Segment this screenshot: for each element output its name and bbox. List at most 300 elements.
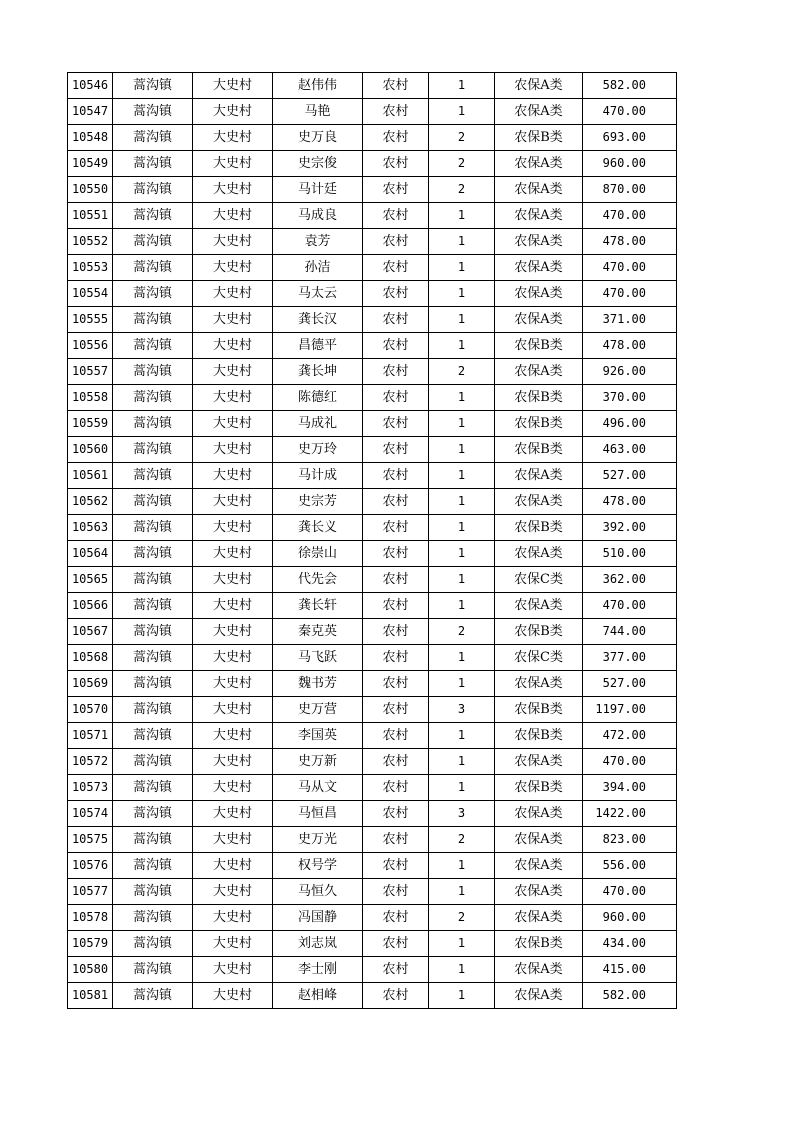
table-row xyxy=(68,983,677,1009)
type-cell: 农村 xyxy=(363,931,429,957)
township-cell: 蒿沟镇 xyxy=(113,671,193,697)
township-cell: 蒿沟镇 xyxy=(113,307,193,333)
amount-cell: 496.00 xyxy=(583,411,677,437)
household-size-cell: 2 xyxy=(429,151,495,177)
village-cell: 大史村 xyxy=(193,931,273,957)
township-cell: 蒿沟镇 xyxy=(113,359,193,385)
category-cell: 农保A类 xyxy=(495,99,583,125)
table-row xyxy=(68,229,677,255)
category-cell: 农保B类 xyxy=(495,723,583,749)
type-cell: 农村 xyxy=(363,229,429,255)
village-cell: 大史村 xyxy=(193,723,273,749)
serial-number-cell: 10562 xyxy=(68,489,113,515)
type-cell: 农村 xyxy=(363,619,429,645)
table-row xyxy=(68,723,677,749)
name-cell: 史宗俊 xyxy=(273,151,363,177)
name-cell: 马恒昌 xyxy=(273,801,363,827)
name-cell: 权号学 xyxy=(273,853,363,879)
township-cell: 蒿沟镇 xyxy=(113,775,193,801)
township-cell: 蒿沟镇 xyxy=(113,983,193,1009)
township-cell: 蒿沟镇 xyxy=(113,125,193,151)
household-size-cell: 3 xyxy=(429,697,495,723)
household-size-cell: 1 xyxy=(429,879,495,905)
village-cell: 大史村 xyxy=(193,775,273,801)
category-cell: 农保A类 xyxy=(495,203,583,229)
subsidy-table xyxy=(67,72,677,1009)
household-size-cell: 1 xyxy=(429,931,495,957)
village-cell: 大史村 xyxy=(193,281,273,307)
table-row xyxy=(68,541,677,567)
village-cell: 大史村 xyxy=(193,73,273,99)
serial-number-cell: 10547 xyxy=(68,99,113,125)
amount-cell: 470.00 xyxy=(583,879,677,905)
village-cell: 大史村 xyxy=(193,151,273,177)
name-cell: 李国英 xyxy=(273,723,363,749)
table-row xyxy=(68,203,677,229)
type-cell: 农村 xyxy=(363,593,429,619)
name-cell: 陈德红 xyxy=(273,385,363,411)
serial-number-cell: 10548 xyxy=(68,125,113,151)
amount-cell: 1422.00 xyxy=(583,801,677,827)
amount-cell: 870.00 xyxy=(583,177,677,203)
township-cell: 蒿沟镇 xyxy=(113,697,193,723)
serial-number-cell: 10555 xyxy=(68,307,113,333)
name-cell: 史宗芳 xyxy=(273,489,363,515)
serial-number-cell: 10573 xyxy=(68,775,113,801)
amount-cell: 478.00 xyxy=(583,333,677,359)
township-cell: 蒿沟镇 xyxy=(113,957,193,983)
serial-number-cell: 10568 xyxy=(68,645,113,671)
table-row xyxy=(68,99,677,125)
household-size-cell: 2 xyxy=(429,619,495,645)
type-cell: 农村 xyxy=(363,281,429,307)
amount-cell: 392.00 xyxy=(583,515,677,541)
type-cell: 农村 xyxy=(363,879,429,905)
table-row xyxy=(68,671,677,697)
village-cell: 大史村 xyxy=(193,411,273,437)
household-size-cell: 3 xyxy=(429,801,495,827)
type-cell: 农村 xyxy=(363,359,429,385)
serial-number-cell: 10576 xyxy=(68,853,113,879)
village-cell: 大史村 xyxy=(193,437,273,463)
category-cell: 农保A类 xyxy=(495,541,583,567)
name-cell: 袁芳 xyxy=(273,229,363,255)
household-size-cell: 1 xyxy=(429,645,495,671)
amount-cell: 926.00 xyxy=(583,359,677,385)
serial-number-cell: 10551 xyxy=(68,203,113,229)
type-cell: 农村 xyxy=(363,853,429,879)
category-cell: 农保A类 xyxy=(495,879,583,905)
name-cell: 李士刚 xyxy=(273,957,363,983)
township-cell: 蒿沟镇 xyxy=(113,593,193,619)
amount-cell: 394.00 xyxy=(583,775,677,801)
township-cell: 蒿沟镇 xyxy=(113,99,193,125)
village-cell: 大史村 xyxy=(193,801,273,827)
category-cell: 农保A类 xyxy=(495,73,583,99)
table-row xyxy=(68,125,677,151)
serial-number-cell: 10572 xyxy=(68,749,113,775)
serial-number-cell: 10557 xyxy=(68,359,113,385)
category-cell: 农保A类 xyxy=(495,177,583,203)
amount-cell: 478.00 xyxy=(583,229,677,255)
name-cell: 史万良 xyxy=(273,125,363,151)
type-cell: 农村 xyxy=(363,151,429,177)
name-cell: 昌德平 xyxy=(273,333,363,359)
table-row xyxy=(68,749,677,775)
type-cell: 农村 xyxy=(363,905,429,931)
serial-number-cell: 10578 xyxy=(68,905,113,931)
household-size-cell: 1 xyxy=(429,229,495,255)
amount-cell: 362.00 xyxy=(583,567,677,593)
category-cell: 农保B类 xyxy=(495,333,583,359)
serial-number-cell: 10564 xyxy=(68,541,113,567)
table-body xyxy=(68,73,677,1009)
township-cell: 蒿沟镇 xyxy=(113,463,193,489)
table-row xyxy=(68,827,677,853)
category-cell: 农保B类 xyxy=(495,125,583,151)
amount-cell: 823.00 xyxy=(583,827,677,853)
amount-cell: 434.00 xyxy=(583,931,677,957)
serial-number-cell: 10581 xyxy=(68,983,113,1009)
table-row xyxy=(68,177,677,203)
township-cell: 蒿沟镇 xyxy=(113,931,193,957)
name-cell: 赵相峰 xyxy=(273,983,363,1009)
type-cell: 农村 xyxy=(363,567,429,593)
township-cell: 蒿沟镇 xyxy=(113,489,193,515)
township-cell: 蒿沟镇 xyxy=(113,723,193,749)
village-cell: 大史村 xyxy=(193,463,273,489)
amount-cell: 478.00 xyxy=(583,489,677,515)
table-row xyxy=(68,853,677,879)
name-cell: 徐崇山 xyxy=(273,541,363,567)
household-size-cell: 1 xyxy=(429,541,495,567)
village-cell: 大史村 xyxy=(193,593,273,619)
name-cell: 马飞跃 xyxy=(273,645,363,671)
household-size-cell: 1 xyxy=(429,437,495,463)
amount-cell: 527.00 xyxy=(583,463,677,489)
name-cell: 龚长汉 xyxy=(273,307,363,333)
household-size-cell: 1 xyxy=(429,255,495,281)
type-cell: 农村 xyxy=(363,723,429,749)
amount-cell: 527.00 xyxy=(583,671,677,697)
type-cell: 农村 xyxy=(363,489,429,515)
village-cell: 大史村 xyxy=(193,853,273,879)
township-cell: 蒿沟镇 xyxy=(113,333,193,359)
village-cell: 大史村 xyxy=(193,177,273,203)
table-row xyxy=(68,489,677,515)
table-row xyxy=(68,593,677,619)
amount-cell: 371.00 xyxy=(583,307,677,333)
table-row xyxy=(68,359,677,385)
amount-cell: 415.00 xyxy=(583,957,677,983)
household-size-cell: 1 xyxy=(429,333,495,359)
amount-cell: 693.00 xyxy=(583,125,677,151)
amount-cell: 463.00 xyxy=(583,437,677,463)
amount-cell: 582.00 xyxy=(583,983,677,1009)
type-cell: 农村 xyxy=(363,385,429,411)
category-cell: 农保A类 xyxy=(495,307,583,333)
household-size-cell: 2 xyxy=(429,125,495,151)
township-cell: 蒿沟镇 xyxy=(113,515,193,541)
category-cell: 农保A类 xyxy=(495,229,583,255)
type-cell: 农村 xyxy=(363,307,429,333)
village-cell: 大史村 xyxy=(193,99,273,125)
name-cell: 龚长坤 xyxy=(273,359,363,385)
table-row xyxy=(68,437,677,463)
table-row xyxy=(68,151,677,177)
name-cell: 马恒久 xyxy=(273,879,363,905)
type-cell: 农村 xyxy=(363,203,429,229)
household-size-cell: 2 xyxy=(429,177,495,203)
township-cell: 蒿沟镇 xyxy=(113,567,193,593)
household-size-cell: 1 xyxy=(429,723,495,749)
type-cell: 农村 xyxy=(363,125,429,151)
name-cell: 马成礼 xyxy=(273,411,363,437)
amount-cell: 744.00 xyxy=(583,619,677,645)
table-row xyxy=(68,905,677,931)
table-row xyxy=(68,515,677,541)
table-row xyxy=(68,333,677,359)
category-cell: 农保A类 xyxy=(495,463,583,489)
village-cell: 大史村 xyxy=(193,489,273,515)
serial-number-cell: 10554 xyxy=(68,281,113,307)
amount-cell: 470.00 xyxy=(583,255,677,281)
serial-number-cell: 10560 xyxy=(68,437,113,463)
township-cell: 蒿沟镇 xyxy=(113,151,193,177)
household-size-cell: 1 xyxy=(429,411,495,437)
serial-number-cell: 10558 xyxy=(68,385,113,411)
name-cell: 龚长义 xyxy=(273,515,363,541)
type-cell: 农村 xyxy=(363,957,429,983)
township-cell: 蒿沟镇 xyxy=(113,645,193,671)
table-row xyxy=(68,385,677,411)
name-cell: 史万光 xyxy=(273,827,363,853)
village-cell: 大史村 xyxy=(193,515,273,541)
serial-number-cell: 10563 xyxy=(68,515,113,541)
table-row xyxy=(68,619,677,645)
household-size-cell: 1 xyxy=(429,853,495,879)
type-cell: 农村 xyxy=(363,411,429,437)
serial-number-cell: 10567 xyxy=(68,619,113,645)
amount-cell: 472.00 xyxy=(583,723,677,749)
village-cell: 大史村 xyxy=(193,645,273,671)
serial-number-cell: 10580 xyxy=(68,957,113,983)
category-cell: 农保A类 xyxy=(495,593,583,619)
village-cell: 大史村 xyxy=(193,385,273,411)
village-cell: 大史村 xyxy=(193,229,273,255)
table-row xyxy=(68,801,677,827)
table-row xyxy=(68,645,677,671)
type-cell: 农村 xyxy=(363,671,429,697)
name-cell: 龚长轩 xyxy=(273,593,363,619)
type-cell: 农村 xyxy=(363,827,429,853)
village-cell: 大史村 xyxy=(193,749,273,775)
village-cell: 大史村 xyxy=(193,697,273,723)
type-cell: 农村 xyxy=(363,645,429,671)
type-cell: 农村 xyxy=(363,775,429,801)
amount-cell: 470.00 xyxy=(583,99,677,125)
name-cell: 马计成 xyxy=(273,463,363,489)
serial-number-cell: 10565 xyxy=(68,567,113,593)
village-cell: 大史村 xyxy=(193,879,273,905)
serial-number-cell: 10550 xyxy=(68,177,113,203)
household-size-cell: 1 xyxy=(429,489,495,515)
household-size-cell: 1 xyxy=(429,749,495,775)
amount-cell: 377.00 xyxy=(583,645,677,671)
village-cell: 大史村 xyxy=(193,541,273,567)
table-row xyxy=(68,463,677,489)
serial-number-cell: 10574 xyxy=(68,801,113,827)
village-cell: 大史村 xyxy=(193,255,273,281)
type-cell: 农村 xyxy=(363,515,429,541)
type-cell: 农村 xyxy=(363,255,429,281)
table-row xyxy=(68,931,677,957)
table-row xyxy=(68,879,677,905)
category-cell: 农保B类 xyxy=(495,515,583,541)
township-cell: 蒿沟镇 xyxy=(113,801,193,827)
household-size-cell: 1 xyxy=(429,567,495,593)
village-cell: 大史村 xyxy=(193,671,273,697)
amount-cell: 470.00 xyxy=(583,593,677,619)
household-size-cell: 1 xyxy=(429,203,495,229)
township-cell: 蒿沟镇 xyxy=(113,905,193,931)
serial-number-cell: 10546 xyxy=(68,73,113,99)
household-size-cell: 1 xyxy=(429,671,495,697)
category-cell: 农保B类 xyxy=(495,385,583,411)
name-cell: 马从文 xyxy=(273,775,363,801)
category-cell: 农保B类 xyxy=(495,775,583,801)
type-cell: 农村 xyxy=(363,333,429,359)
township-cell: 蒿沟镇 xyxy=(113,281,193,307)
name-cell: 孙洁 xyxy=(273,255,363,281)
village-cell: 大史村 xyxy=(193,333,273,359)
category-cell: 农保A类 xyxy=(495,255,583,281)
category-cell: 农保A类 xyxy=(495,749,583,775)
village-cell: 大史村 xyxy=(193,827,273,853)
township-cell: 蒿沟镇 xyxy=(113,177,193,203)
name-cell: 马太云 xyxy=(273,281,363,307)
category-cell: 农保B类 xyxy=(495,437,583,463)
household-size-cell: 1 xyxy=(429,99,495,125)
name-cell: 代先会 xyxy=(273,567,363,593)
category-cell: 农保A类 xyxy=(495,853,583,879)
category-cell: 农保A类 xyxy=(495,359,583,385)
amount-cell: 370.00 xyxy=(583,385,677,411)
category-cell: 农保A类 xyxy=(495,983,583,1009)
township-cell: 蒿沟镇 xyxy=(113,541,193,567)
category-cell: 农保A类 xyxy=(495,827,583,853)
household-size-cell: 1 xyxy=(429,307,495,333)
category-cell: 农保B类 xyxy=(495,619,583,645)
village-cell: 大史村 xyxy=(193,125,273,151)
amount-cell: 582.00 xyxy=(583,73,677,99)
household-size-cell: 1 xyxy=(429,515,495,541)
household-size-cell: 1 xyxy=(429,593,495,619)
category-cell: 农保B类 xyxy=(495,931,583,957)
table-row xyxy=(68,307,677,333)
amount-cell: 1197.00 xyxy=(583,697,677,723)
table-row xyxy=(68,255,677,281)
township-cell: 蒿沟镇 xyxy=(113,619,193,645)
household-size-cell: 1 xyxy=(429,73,495,99)
serial-number-cell: 10569 xyxy=(68,671,113,697)
category-cell: 农保A类 xyxy=(495,281,583,307)
type-cell: 农村 xyxy=(363,437,429,463)
village-cell: 大史村 xyxy=(193,567,273,593)
type-cell: 农村 xyxy=(363,73,429,99)
township-cell: 蒿沟镇 xyxy=(113,411,193,437)
type-cell: 农村 xyxy=(363,177,429,203)
category-cell: 农保A类 xyxy=(495,151,583,177)
category-cell: 农保B类 xyxy=(495,697,583,723)
village-cell: 大史村 xyxy=(193,905,273,931)
village-cell: 大史村 xyxy=(193,307,273,333)
serial-number-cell: 10552 xyxy=(68,229,113,255)
household-size-cell: 2 xyxy=(429,359,495,385)
category-cell: 农保A类 xyxy=(495,671,583,697)
name-cell: 秦克英 xyxy=(273,619,363,645)
type-cell: 农村 xyxy=(363,983,429,1009)
household-size-cell: 1 xyxy=(429,957,495,983)
township-cell: 蒿沟镇 xyxy=(113,879,193,905)
township-cell: 蒿沟镇 xyxy=(113,385,193,411)
household-size-cell: 2 xyxy=(429,905,495,931)
serial-number-cell: 10571 xyxy=(68,723,113,749)
category-cell: 农保A类 xyxy=(495,489,583,515)
category-cell: 农保B类 xyxy=(495,411,583,437)
table-row xyxy=(68,281,677,307)
household-size-cell: 1 xyxy=(429,463,495,489)
table-row xyxy=(68,697,677,723)
serial-number-cell: 10577 xyxy=(68,879,113,905)
household-size-cell: 1 xyxy=(429,385,495,411)
table-row xyxy=(68,73,677,99)
serial-number-cell: 10553 xyxy=(68,255,113,281)
name-cell: 冯国静 xyxy=(273,905,363,931)
serial-number-cell: 10579 xyxy=(68,931,113,957)
name-cell: 史万营 xyxy=(273,697,363,723)
serial-number-cell: 10559 xyxy=(68,411,113,437)
serial-number-cell: 10556 xyxy=(68,333,113,359)
serial-number-cell: 10561 xyxy=(68,463,113,489)
amount-cell: 470.00 xyxy=(583,749,677,775)
township-cell: 蒿沟镇 xyxy=(113,73,193,99)
name-cell: 刘志岚 xyxy=(273,931,363,957)
household-size-cell: 1 xyxy=(429,983,495,1009)
name-cell: 马计廷 xyxy=(273,177,363,203)
name-cell: 赵伟伟 xyxy=(273,73,363,99)
township-cell: 蒿沟镇 xyxy=(113,203,193,229)
village-cell: 大史村 xyxy=(193,359,273,385)
amount-cell: 510.00 xyxy=(583,541,677,567)
type-cell: 农村 xyxy=(363,697,429,723)
household-size-cell: 1 xyxy=(429,775,495,801)
table-row xyxy=(68,957,677,983)
type-cell: 农村 xyxy=(363,463,429,489)
serial-number-cell: 10575 xyxy=(68,827,113,853)
township-cell: 蒿沟镇 xyxy=(113,229,193,255)
table-row xyxy=(68,411,677,437)
category-cell: 农保A类 xyxy=(495,801,583,827)
category-cell: 农保A类 xyxy=(495,905,583,931)
category-cell: 农保C类 xyxy=(495,645,583,671)
category-cell: 农保C类 xyxy=(495,567,583,593)
township-cell: 蒿沟镇 xyxy=(113,255,193,281)
amount-cell: 556.00 xyxy=(583,853,677,879)
serial-number-cell: 10566 xyxy=(68,593,113,619)
name-cell: 史万新 xyxy=(273,749,363,775)
township-cell: 蒿沟镇 xyxy=(113,437,193,463)
